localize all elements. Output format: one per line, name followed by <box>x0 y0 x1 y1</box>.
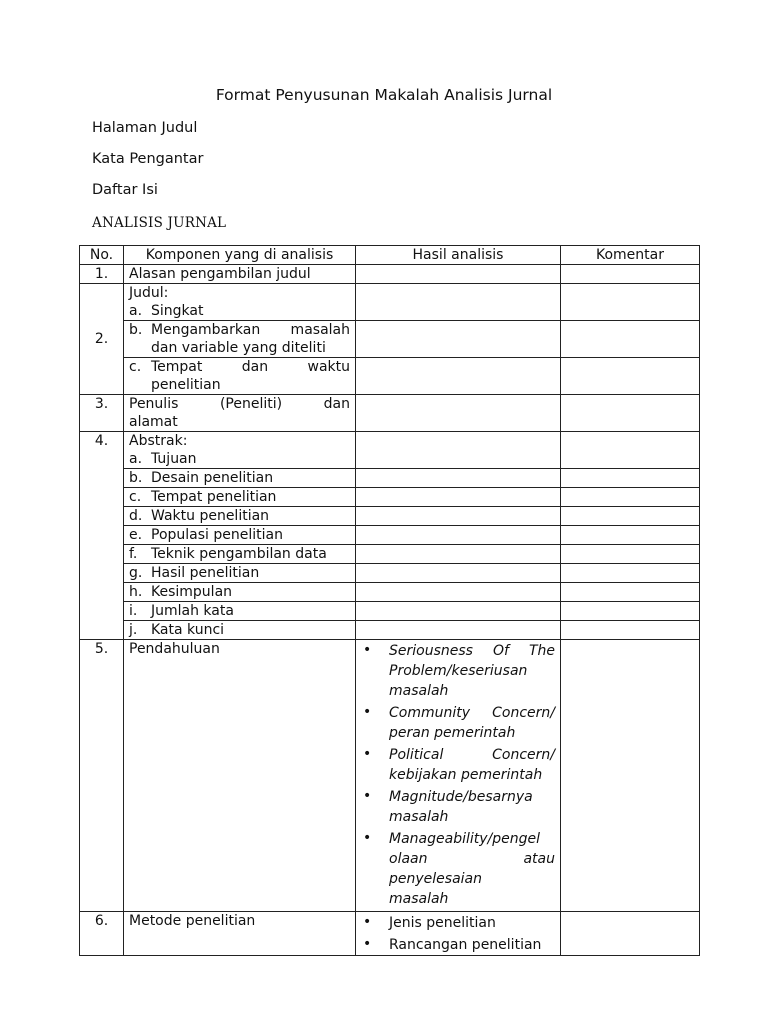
item-text: Teknik pengambilan data <box>151 546 327 562</box>
komponen-cell <box>124 602 356 621</box>
item-text: Tempat dan waktu <box>151 359 350 375</box>
list-item <box>361 829 555 909</box>
bullet-icon: • <box>363 788 372 804</box>
bullet-text: Seriousness Of The <box>389 643 555 659</box>
hasil-cell <box>356 564 561 583</box>
komponen-cell <box>124 621 356 640</box>
table-row <box>80 545 700 564</box>
komponen-cell <box>124 488 356 507</box>
hasil-cell <box>356 583 561 602</box>
komentar-cell <box>561 358 700 395</box>
bullet-text: Problem/keseriusan <box>389 663 528 679</box>
hasil-cell <box>356 469 561 488</box>
list-item <box>129 321 350 357</box>
item-text: Populasi penelitian <box>151 527 283 543</box>
item-letter: f. <box>129 546 138 562</box>
table-row <box>80 284 700 321</box>
komponen-cell <box>124 564 356 583</box>
table-row <box>80 564 700 583</box>
item-letter: g. <box>129 565 143 581</box>
list-item <box>361 935 555 955</box>
komentar-cell <box>561 602 700 621</box>
bullet-text: olaan atau <box>389 851 555 867</box>
document-title: Format Penyusunan Makalah Analisis Jurnal <box>215 86 553 104</box>
item-letter: b. <box>129 322 143 338</box>
table-row <box>80 395 700 432</box>
bullet-text: masalah <box>389 891 449 907</box>
item-text: dan variable yang diteliti <box>151 340 326 356</box>
row-number: 1. <box>80 265 124 284</box>
komponen-cell: Metode penelitian <box>124 912 356 956</box>
table-row <box>80 358 700 395</box>
item-text: Hasil penelitian <box>151 565 260 581</box>
list-item <box>129 602 350 620</box>
komponen-cell <box>124 507 356 526</box>
hasil-cell <box>356 640 561 912</box>
hasil-cell <box>356 526 561 545</box>
item-text: Waktu penelitian <box>151 508 270 524</box>
list-item <box>361 787 555 827</box>
row-number: 3. <box>80 395 124 432</box>
hasil-cell <box>356 912 561 956</box>
item-text: penelitian <box>151 377 221 393</box>
item-letter: e. <box>129 527 143 543</box>
row-number: 4. <box>80 432 124 640</box>
bullet-text: Manageability/pengel <box>389 831 540 847</box>
line-kata-pengantar: Kata Pengantar <box>92 151 204 167</box>
item-text: Desain penelitian <box>151 470 274 486</box>
komentar-cell <box>561 912 700 956</box>
komponen-cell <box>124 583 356 602</box>
list-item <box>361 913 555 933</box>
header-komentar: Komentar <box>561 246 700 265</box>
bullet-text: Magnitude/besarnya <box>389 789 533 805</box>
item-text: Kata kunci <box>151 622 225 638</box>
bullet-icon: • <box>363 936 372 952</box>
hasil-cell <box>356 545 561 564</box>
table-row <box>80 621 700 640</box>
list-item <box>129 545 350 563</box>
komentar-cell <box>561 321 700 358</box>
komentar-cell <box>561 488 700 507</box>
komentar-cell <box>561 469 700 488</box>
list-item <box>129 450 350 468</box>
bullet-icon: • <box>363 746 372 762</box>
komentar-cell <box>561 265 700 284</box>
komentar-cell <box>561 395 700 432</box>
list-item <box>129 507 350 525</box>
komentar-cell <box>561 432 700 469</box>
list-item <box>129 621 350 639</box>
item-letter: c. <box>129 359 142 375</box>
row-number: 6. <box>80 912 124 956</box>
table-header-row <box>80 246 700 265</box>
list-item <box>129 488 350 506</box>
komponen-text: Penulis (Peneliti) dan <box>129 396 350 412</box>
bullet-text: masalah <box>389 809 449 825</box>
item-letter: c. <box>129 489 142 505</box>
komponen-cell <box>124 358 356 395</box>
list-item <box>361 703 555 743</box>
bullet-icon: • <box>363 914 372 930</box>
item-text: Tempat penelitian <box>151 489 277 505</box>
table-row <box>80 321 700 358</box>
hasil-cell <box>356 507 561 526</box>
komentar-cell <box>561 564 700 583</box>
list-item <box>129 469 350 487</box>
bullet-text: Community Concern/ <box>389 705 555 721</box>
header-komponen: Komponen yang di analisis <box>124 246 356 265</box>
hasil-cell <box>356 321 561 358</box>
item-text: Kesimpulan <box>151 584 233 600</box>
bullet-text: Rancangan penelitian <box>389 937 542 953</box>
list-item <box>129 526 350 544</box>
bullet-text: Jenis penelitian <box>389 915 496 931</box>
list-item <box>129 564 350 582</box>
table-row <box>80 469 700 488</box>
table-row <box>80 265 700 284</box>
row-number: 5. <box>80 640 124 912</box>
hasil-cell <box>356 621 561 640</box>
komentar-cell <box>561 526 700 545</box>
list-item <box>361 641 555 701</box>
row-number: 2. <box>80 284 124 395</box>
bullet-text: masalah <box>389 683 449 699</box>
komponen-cell <box>124 432 356 469</box>
komponen-cell <box>124 526 356 545</box>
table-row <box>80 526 700 545</box>
komentar-cell <box>561 507 700 526</box>
hasil-cell <box>356 432 561 469</box>
section-heading: ANALISIS JURNAL <box>92 215 227 231</box>
list-item <box>129 302 350 320</box>
hasil-cell <box>356 284 561 321</box>
table-row <box>80 602 700 621</box>
komentar-cell <box>561 545 700 564</box>
komponen-cell <box>124 284 356 321</box>
table-row <box>80 583 700 602</box>
item-text: Tujuan <box>151 451 197 467</box>
komponen-text: alamat <box>129 414 178 430</box>
bullet-icon: • <box>363 642 372 658</box>
hasil-cell <box>356 602 561 621</box>
hasil-cell <box>356 395 561 432</box>
item-letter: i. <box>129 603 138 619</box>
komentar-cell <box>561 640 700 912</box>
table-row <box>80 488 700 507</box>
komentar-cell <box>561 284 700 321</box>
komentar-cell <box>561 621 700 640</box>
item-letter: a. <box>129 451 143 467</box>
item-letter: h. <box>129 584 143 600</box>
analysis-table <box>79 245 700 956</box>
item-letter: a. <box>129 303 143 319</box>
table-row <box>80 912 700 956</box>
list-item <box>129 358 350 394</box>
komponen-cell <box>124 545 356 564</box>
bullet-text: peran pemerintah <box>389 725 516 741</box>
item-text: Jumlah kata <box>151 603 234 619</box>
item-text: Mengambarkan masalah <box>151 322 350 338</box>
bullet-icon: • <box>363 830 372 846</box>
table-row <box>80 432 700 469</box>
komponen-intro: Abstrak: <box>129 433 188 449</box>
header-hasil: Hasil analisis <box>356 246 561 265</box>
item-text: Singkat <box>151 303 204 319</box>
bullet-text: penyelesaian <box>389 871 482 887</box>
line-daftar-isi: Daftar Isi <box>92 182 158 198</box>
bullet-text: Political Concern/ <box>389 747 555 763</box>
item-letter: j. <box>129 622 138 638</box>
hasil-cell <box>356 358 561 395</box>
komponen-cell <box>124 321 356 358</box>
item-letter: d. <box>129 508 143 524</box>
komponen-intro: Judul: <box>129 285 169 301</box>
table-row <box>80 507 700 526</box>
list-item <box>129 583 350 601</box>
list-item <box>361 745 555 785</box>
komponen-cell <box>124 395 356 432</box>
line-halaman-judul: Halaman Judul <box>92 120 198 136</box>
header-no: No. <box>80 246 124 265</box>
bullet-text: kebijakan pemerintah <box>389 767 543 783</box>
komentar-cell <box>561 583 700 602</box>
komponen-cell: Alasan pengambilan judul <box>124 265 356 284</box>
bullet-icon: • <box>363 704 372 720</box>
komponen-cell: Pendahuluan <box>124 640 356 912</box>
hasil-cell <box>356 488 561 507</box>
hasil-cell <box>356 265 561 284</box>
table-row <box>80 640 700 912</box>
item-letter: b. <box>129 470 143 486</box>
komponen-cell <box>124 469 356 488</box>
